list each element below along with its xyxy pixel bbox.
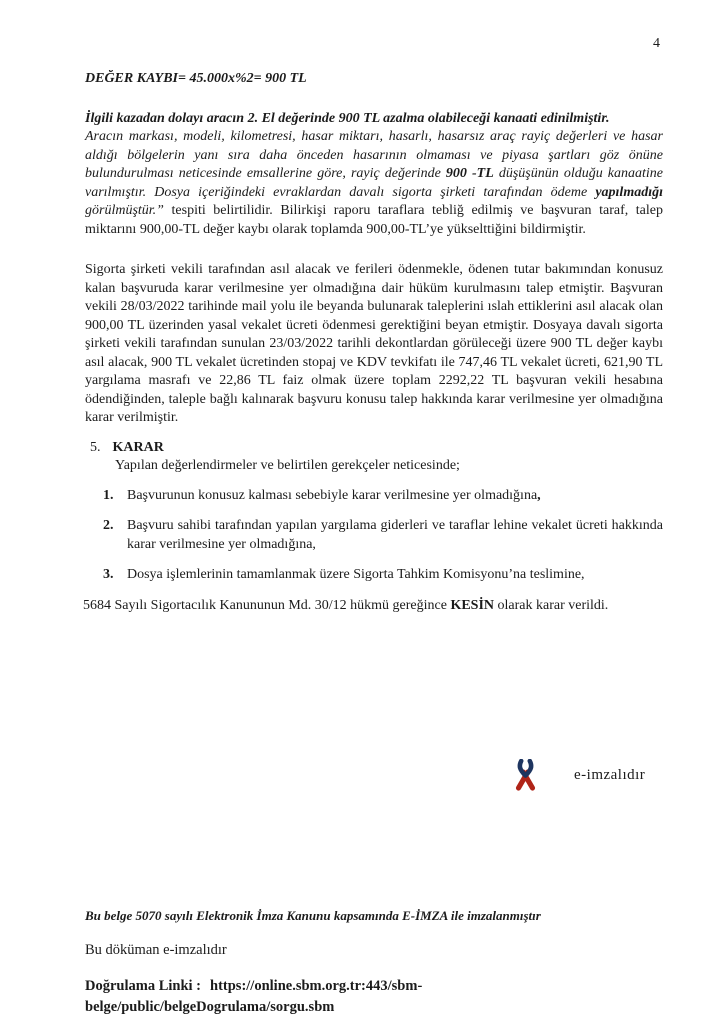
decision-intro: Yapılan değerlendirmeler ve belirtilen gerekçeler neticesinde; [115,458,460,473]
decision-heading [85,439,663,458]
verification-url-line1: https://online.sbm.org.tr:443/sbm- [210,978,423,994]
verification-link [85,976,422,1018]
decision-item-text: Başvurunun konusuz kalması sebebiyle karar verilmesine yer olmadığına, [127,487,541,503]
e-signature-block [513,757,645,793]
document-body [85,70,663,615]
verification-url-line2: belge/public/belgeDogrulama/sorgu.sbm [85,999,335,1015]
damage-value-formula: DEĞER KAYBI= 45.000x%2= 900 TL [85,71,307,86]
decision-section-title: KARAR [112,439,164,455]
decision-item-3 [85,566,663,585]
decision-section-number: 5. [90,439,101,455]
esignature-ribbon-icon [513,759,538,792]
decision-item-text: Başvuru sahibi tarafından yapılan yargılama giderleri ve taraflar lehine vekalet ücreti hakkında karar verilmesine yer olmadığına, [127,518,663,552]
opinion-statement: İlgili kazadan dolayı aracın 2. El değerinde 900 TL azalma olabileceği kanaati edinilmiştir. [85,110,610,126]
procedure-paragraph: Sigorta şirketi vekili tarafından asıl alacak ve ferileri ödenmekle, ödenen tutar bakımından konusuz kalan başvuruda karar verilmesine yer olmadığına dair hüküm kurulmasını talep etmiştir. Başvuran vekili 28/03/2022 tarihinde mail yolu ile beyanda bulunarak taleplerini ıslah ettiklerini asıl alacak olan 900,00 TL üzerinden yasal vekalet ücreti ödenmesi gerektiğini beyan etmiştir. Dosyaya davalı sigorta şirketi vekili tarafından sunulan 23/03/2022 tarihli dekontlardan görüleceği üzere 900 TL değer kaybı asıl alacak, 900 TL vekalet ücretinden stopaj ve KDV tevkifatı ile 747,46 TL vekalet ücreti, 621,90 TL yargılama masrafı ve 22,86 TL faiz olmak üzere toplam 2292,22 TL başvuran vekili hesabına ödendiğinden, taleple bağlı kalınarak başvuru konusu talep hakkında karar verilmesine yer olmadığına karar verilmiştir. [85,262,663,425]
esignature-label: e-imzalıdır [574,766,646,783]
document-esigned-note: Bu döküman e-imzalıdır [85,942,227,958]
decision-item-2 [85,517,663,554]
esign-law-notice: Bu belge 5070 sayılı Elektronik İmza Kanunu kapsamında E-İMZA ile imzalanmıştır [85,908,541,923]
expert-assessment-paragraph: Aracın markası, modeli, kilometresi, hasar miktarı, hasarlı, hasarsız araç rayiç değerleri ve hasar aldığı bölgelerin yanı sıra daha önceden hasarının olmaması ve piyasa şartları göz önüne bulundurulması neticesinde emsallerine göre, rayiç değerinde 900 -TL düşüşünün olduğu kanaatine varılmıştır. Dosya içeriğindeki evraklardan davalı sigorta şirketi tarafından ödeme yapılmadığı görülmüştür.” tespiti belirtilidir. Bilirkişi raporu taraflara tebliğ edilmiş ve başvuran taraf, talep miktarını 900,00-TL değer kaybı olarak toplamda 900,00-TL’ye yükselttiğini bildirmiştir. [85,129,664,237]
page-number: 4 [653,36,660,51]
decision-item-1 [85,487,663,506]
decision-item-number: 1. [103,487,114,503]
decision-section [85,439,663,616]
verification-link-label: Doğrulama Linki : [85,978,202,994]
decision-item-number: 3. [103,567,114,582]
decision-item-number: 2. [103,518,114,533]
final-ruling-statement: 5684 Sayılı Sigortacılık Kanununun Md. 30/12 hükmü gereğince KESİN olarak karar verildi. [83,597,609,613]
decision-item-text: Dosya işlemlerinin tamamlanmak üzere Sigorta Tahkim Komisyonu’na teslimine, [127,567,585,582]
